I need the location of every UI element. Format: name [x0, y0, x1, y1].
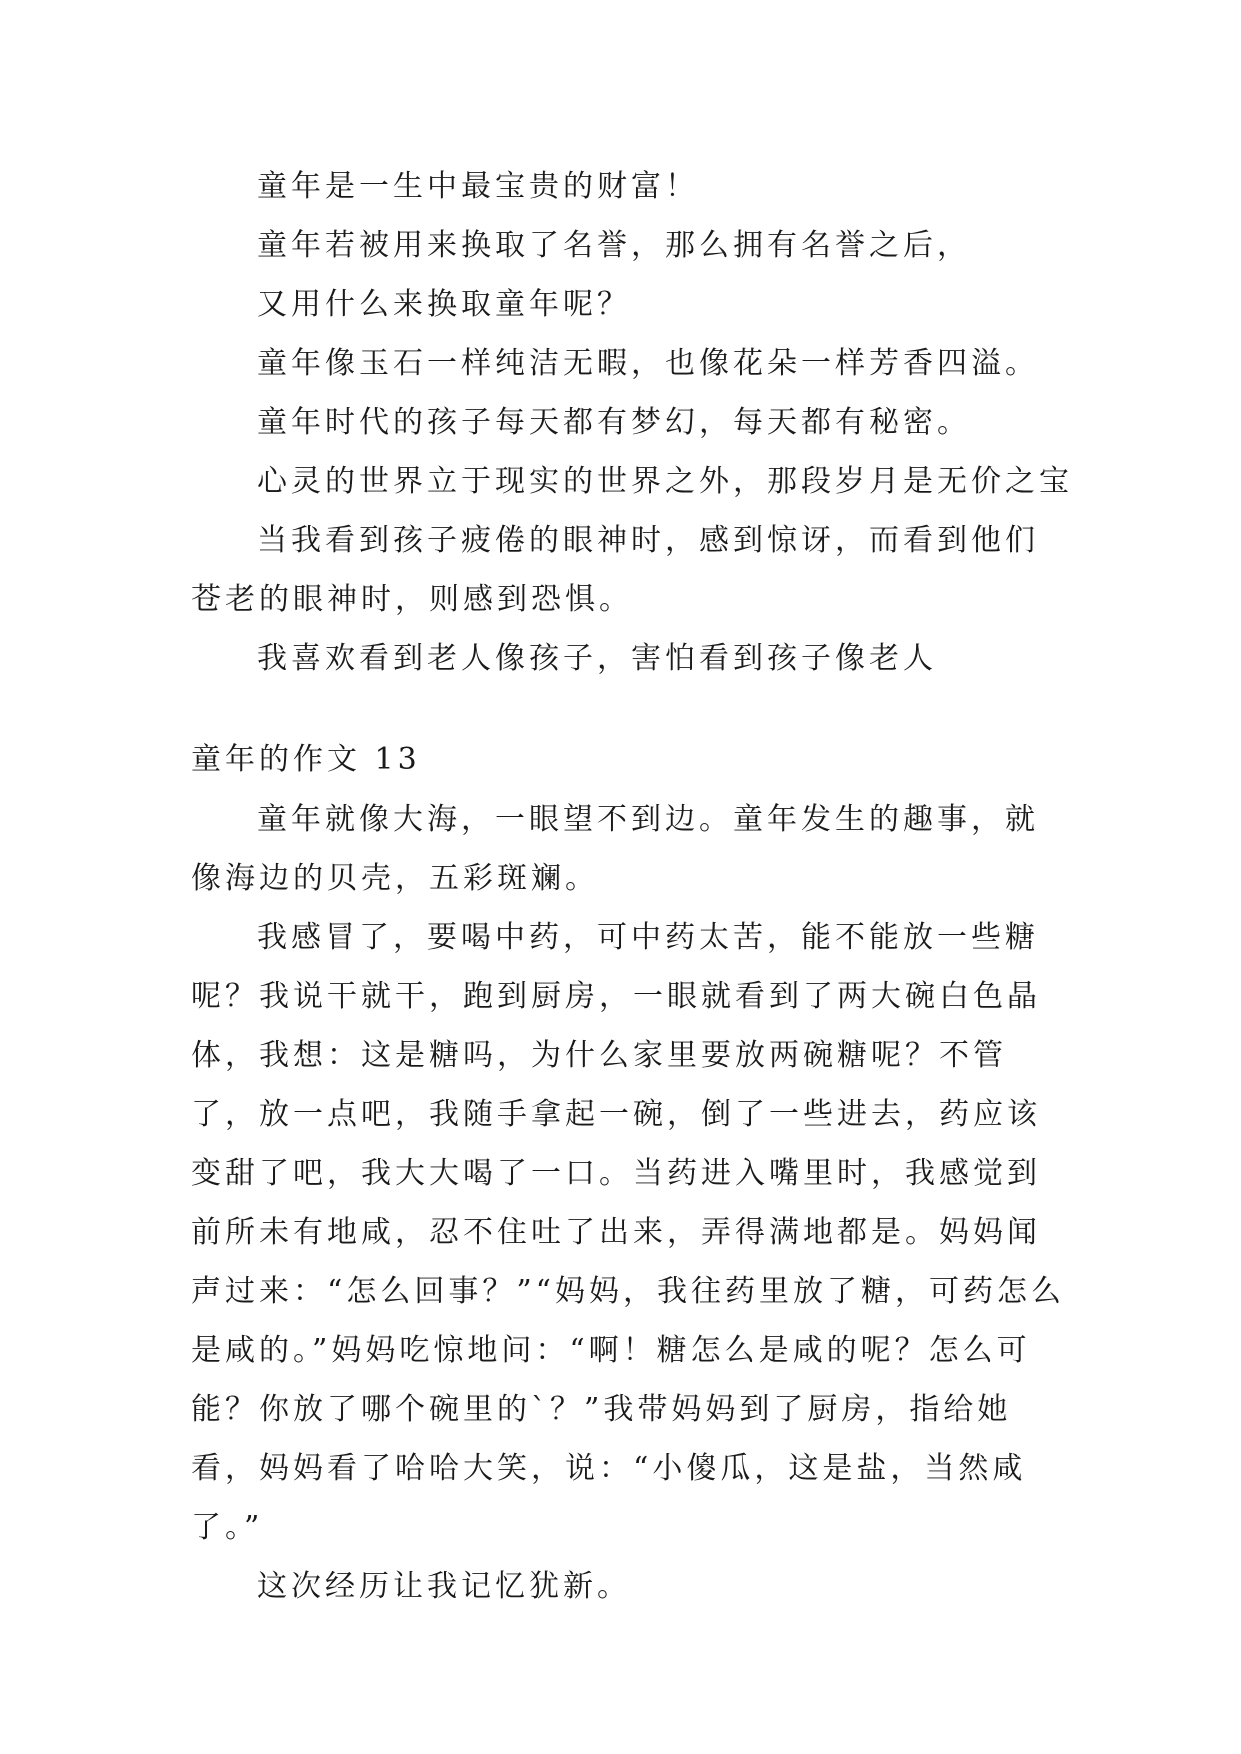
essay-section — [191, 730, 1071, 1616]
paragraph: 童年是一生中最宝贵的财富！ — [257, 169, 699, 204]
paragraph: 童年时代的孩子每天都有梦幻，每天都有秘密。 — [257, 405, 971, 440]
paragraph: 童年像玉石一样纯洁无暇，也像花朵一样芳香四溢。 — [257, 346, 1039, 381]
paragraph: 我感冒了，要喝中药，可中药太苦，能不能放一些糖呢？我说干就干，跑到厨房，一眼就看到了两大碗白色晶体，我想：这是糖吗，为什么家里要放两碗糖呢？不管了，放一点吧，我随手拿起一碗，倒了一些进去，药应该变甜了吧，我大大喝了一口。当药进入嘴里时，我感觉到前所未有地咸，忍不住吐了出来，弄得满地都是。妈妈闻声过来：“怎么回事？”“妈妈，我往药里放了糖，可药怎么是咸的。”妈妈吃惊地问：“啊！糖怎么是咸的呢？怎么可能？你放了哪个碗里的`？”我带妈妈到了厨房，指给她看，妈妈看了哈哈大笑，说：“小傻瓜，这是盐，当然咸了。” — [191, 920, 1066, 1545]
paragraph: 童年就像大海，一眼望不到边。童年发生的趣事，就像海边的贝壳，五彩斑斓。 — [191, 802, 1039, 896]
paragraph: 当我看到孩子疲倦的眼神时，感到惊讶，而看到他们苍老的眼神时，则感到恐惧。 — [191, 523, 1039, 617]
paragraph: 我喜欢看到老人像孩子，害怕看到孩子像老人 — [257, 641, 937, 676]
paragraph: 这次经历让我记忆犹新。 — [257, 1569, 631, 1604]
paragraph: 又用什么来换取童年呢？ — [257, 287, 631, 322]
essay-continuation — [191, 157, 1071, 688]
section-title: 童年的作文 13 — [191, 742, 421, 777]
paragraph: 心灵的世界立于现实的世界之外，那段岁月是无价之宝 — [257, 464, 1073, 499]
paragraph: 童年若被用来换取了名誉，那么拥有名誉之后， — [257, 228, 971, 263]
